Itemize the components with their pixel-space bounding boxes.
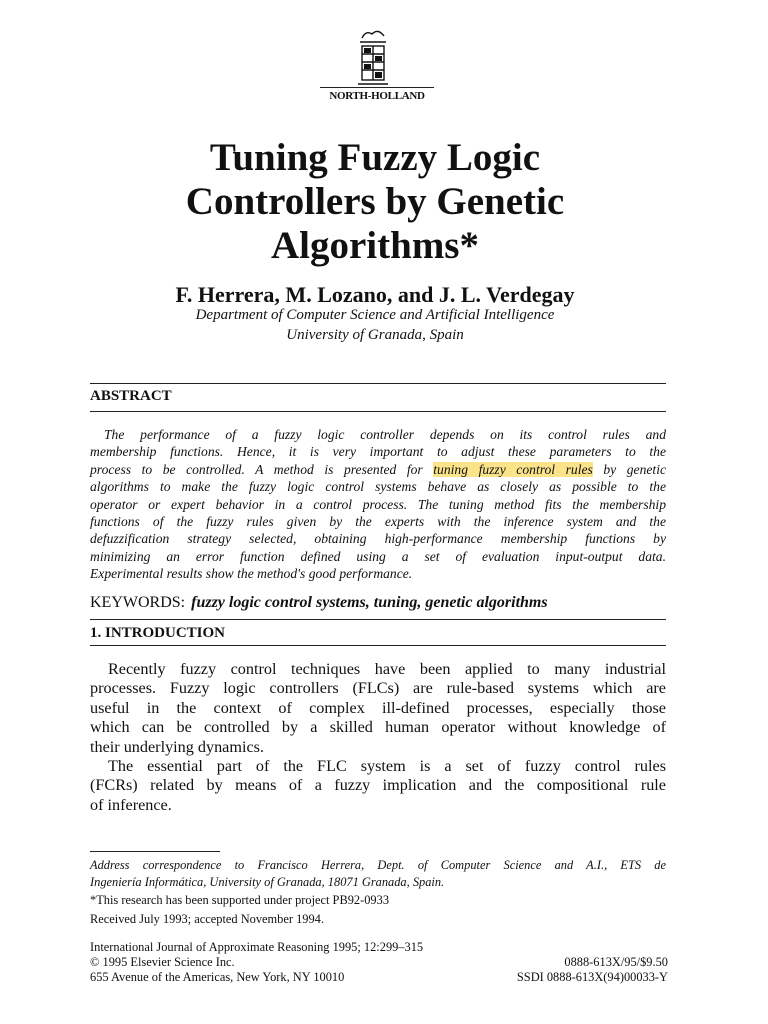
keywords [90, 594, 666, 612]
abstract-line: operator or expert behavior in a control process. The tuning method fits the membership [90, 496, 666, 512]
section-heading: 1. INTRODUCTION [90, 625, 226, 641]
abstract-top-rule [90, 383, 666, 384]
abstract-line: Experimental results show the method's good performance. [90, 566, 413, 582]
footnote-line: Address correspondence to Francisco Herrera, Dept. of Computer Science and A.I., ETS de [90, 858, 666, 872]
abstract-line-start: process to be controlled. A method is presented for [90, 461, 434, 477]
title-line-3: Algorithms* [271, 224, 479, 267]
authors: F. Herrera, M. Lozano, and J. L. Verdegay [175, 282, 575, 307]
abstract-line: algorithms to make the fuzzy logic control systems behave as closely as possible to the [90, 479, 666, 495]
keywords-label: KEYWORDS: [90, 594, 186, 611]
footnote-research: *This research has been supported under project PB92-0933 [90, 893, 390, 907]
footnote-line: Ingeniería Informática, University of Granada, 18071 Granada, Spain. [90, 875, 445, 889]
footnote-address [90, 857, 666, 891]
body-line: which can be controlled by a skilled human operator without knowledge of [90, 718, 666, 737]
abstract-line: membership functions. Hence, it is very important to adjust these parameters to the [90, 444, 666, 460]
abstract-heading: ABSTRACT [90, 388, 172, 404]
affiliation-department: Department of Computer Science and Artificial Intelligence [195, 307, 555, 323]
footnote-rule [90, 851, 220, 852]
abstract-body [90, 426, 666, 583]
abstract-line-end: by genetic [592, 461, 667, 477]
journal-citation: International Journal of Approximate Reasoning 1995; 12:299–315 [90, 940, 424, 954]
abstract-line: functions of the fuzzy rules given by the experts with the inference system and the [90, 514, 666, 530]
body-line: Recently fuzzy control techniques have been applied to many industrial [108, 660, 666, 678]
abstract-line: The performance of a fuzzy logic controller depends on its control rules and [104, 427, 666, 442]
body-line: their underlying dynamics. [90, 737, 264, 756]
north-holland-logo [350, 28, 396, 90]
body-line: processes. Fuzzy logic controllers (FLCs) are rule-based systems which are [90, 679, 666, 698]
body-line: of inference. [90, 795, 172, 814]
abstract-line: defuzzification strategy selected, obtaining high-performance membership functions by [90, 531, 666, 547]
intro-top-rule [90, 619, 666, 620]
publisher-address: 655 Avenue of the Americas, New York, NY 10010 [90, 970, 345, 984]
abstract-line [90, 461, 666, 478]
highlighted-phrase[interactable]: tuning fuzzy control rules [433, 461, 593, 477]
received-dates: Received July 1993; accepted November 1994. [90, 912, 324, 926]
publisher-name: NORTH-HOLLAND [329, 90, 425, 102]
keywords-values: fuzzy logic control systems, tuning, genetic algorithms [191, 594, 548, 611]
intro-heading-rule [90, 645, 666, 646]
paper-title [100, 136, 650, 268]
body-line: (FCRs) related by means of a fuzzy implication and the compositional rule [90, 776, 666, 795]
publisher-rule [320, 87, 434, 88]
abstract-line: minimizing an error function defined using a set of evaluation input-output data. [90, 548, 666, 564]
introduction-body [90, 660, 666, 815]
issn-code: 0888-613X/95/$9.50 [564, 955, 668, 969]
body-line: useful in the context of complex ill-defined processes, especially those [90, 698, 666, 717]
ssdi-code: SSDI 0888-613X(94)00033-Y [516, 970, 668, 984]
abstract-heading-rule [90, 411, 666, 412]
copyright: © 1995 Elsevier Science Inc. [90, 955, 235, 969]
title-line-2: Controllers by Genetic [185, 180, 565, 223]
title-line-1: Tuning Fuzzy Logic [209, 136, 541, 179]
affiliation-university: University of Granada, Spain [286, 327, 464, 343]
body-line: The essential part of the FLC system is a set of fuzzy control rules [108, 757, 666, 776]
